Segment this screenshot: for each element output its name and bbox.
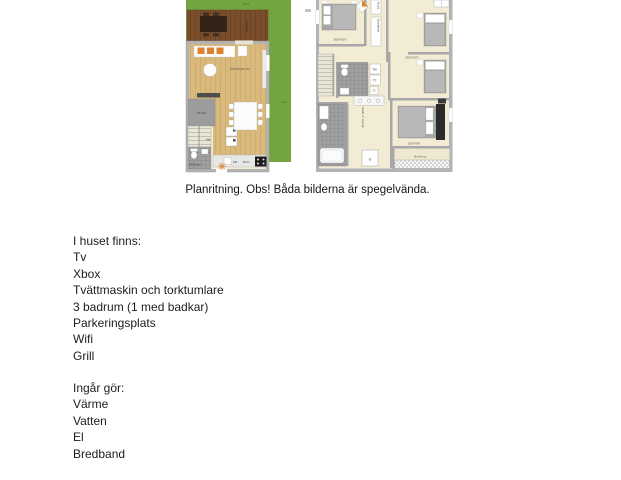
- walk-in-closet-label: Walk in closet: [361, 107, 365, 128]
- floorplan-caption: Planritning. Obs! Båda bilderna är spegelvända.: [185, 184, 430, 196]
- upper-floor-plan: [314, 0, 456, 179]
- dishwasher-label: DM: [233, 161, 237, 164]
- stairs: [318, 54, 334, 96]
- double-bed: [322, 4, 356, 30]
- compass-star-icon: [218, 163, 226, 171]
- list-item: El: [73, 430, 84, 445]
- wardrobe-label: Garderob: [376, 19, 381, 33]
- upper-bathroom: [338, 63, 381, 96]
- window: [449, 20, 453, 34]
- list-item: Värme: [73, 397, 109, 412]
- list-item: Tvättmaskin och torktumlare: [73, 283, 224, 298]
- toilet: [321, 123, 327, 131]
- deck-label: Uteplats: [245, 21, 249, 33]
- toilet: [191, 151, 197, 159]
- tumble-dryer-label: TT: [372, 78, 377, 83]
- window: [266, 104, 270, 118]
- bedroom-1-label: Sovrum: [333, 37, 347, 42]
- hall-wardrobe: [354, 96, 384, 106]
- garden-label-right: Tomt: [281, 101, 288, 104]
- microwave-label: Micro: [243, 161, 250, 164]
- patio-door: [235, 41, 253, 45]
- storage-label: Förråd: [197, 111, 206, 115]
- list-item: 3 badrum (1 med badkar): [73, 299, 209, 314]
- list-item: Vatten: [73, 413, 107, 428]
- single-bed: [424, 60, 446, 93]
- scan-artifact: [305, 9, 311, 12]
- sink: [340, 88, 349, 95]
- shelf: [263, 50, 267, 88]
- balcony-label: Balkong: [413, 154, 427, 159]
- bedroom-2-label: Sovrum: [405, 55, 419, 60]
- toilet: [341, 68, 347, 76]
- balcony-railing: [395, 160, 450, 169]
- sofa: [194, 46, 235, 57]
- side-table: [238, 46, 247, 56]
- list-item: Bredband: [73, 446, 126, 461]
- bathroom: [188, 147, 211, 169]
- single-bed: [424, 13, 446, 46]
- list-item: Grill: [73, 348, 95, 363]
- headboard: [436, 104, 445, 140]
- wardrobe-top-label: Gard.: [376, 2, 381, 10]
- lower-bathroom: [318, 104, 346, 166]
- closet-g: [362, 150, 378, 166]
- storage-room: [188, 99, 215, 126]
- balcony: [392, 148, 450, 169]
- deck: [187, 10, 268, 41]
- round-table: [204, 64, 217, 77]
- window: [266, 55, 270, 71]
- patio-table: [200, 16, 227, 32]
- vanity: [320, 106, 329, 119]
- kitchen-sink: [224, 158, 232, 165]
- amenities-heading: I huset finns:: [73, 234, 142, 248]
- window: [449, 108, 453, 122]
- included-heading: Ingår gör:: [73, 381, 125, 395]
- included-list: [73, 380, 125, 462]
- washing-machine-label: TM: [372, 67, 377, 72]
- wc-label: WC/Dusch: [189, 163, 201, 167]
- list-item: Parkeringsplats: [73, 316, 156, 331]
- stairs: [188, 126, 211, 147]
- tv-bench: [197, 93, 220, 98]
- amenities-list: [73, 233, 224, 364]
- closet-g-label: G: [368, 157, 372, 162]
- bedroom-3-label: Sovrum: [407, 141, 421, 146]
- sink: [202, 149, 209, 154]
- walk-in-closet: [361, 107, 365, 129]
- kitchen-label: Kök: [206, 138, 211, 142]
- garden-label-top: Häck: [243, 3, 250, 6]
- list-item: Tv: [73, 250, 87, 265]
- ground-floor-plan: [185, 0, 295, 173]
- bathtub: [320, 148, 344, 163]
- living-room-label: Vardagsrum: [230, 67, 250, 71]
- window: [316, 10, 319, 24]
- list-item: Xbox: [73, 266, 101, 281]
- stove: [255, 157, 267, 167]
- list-item: Wifi: [73, 332, 93, 347]
